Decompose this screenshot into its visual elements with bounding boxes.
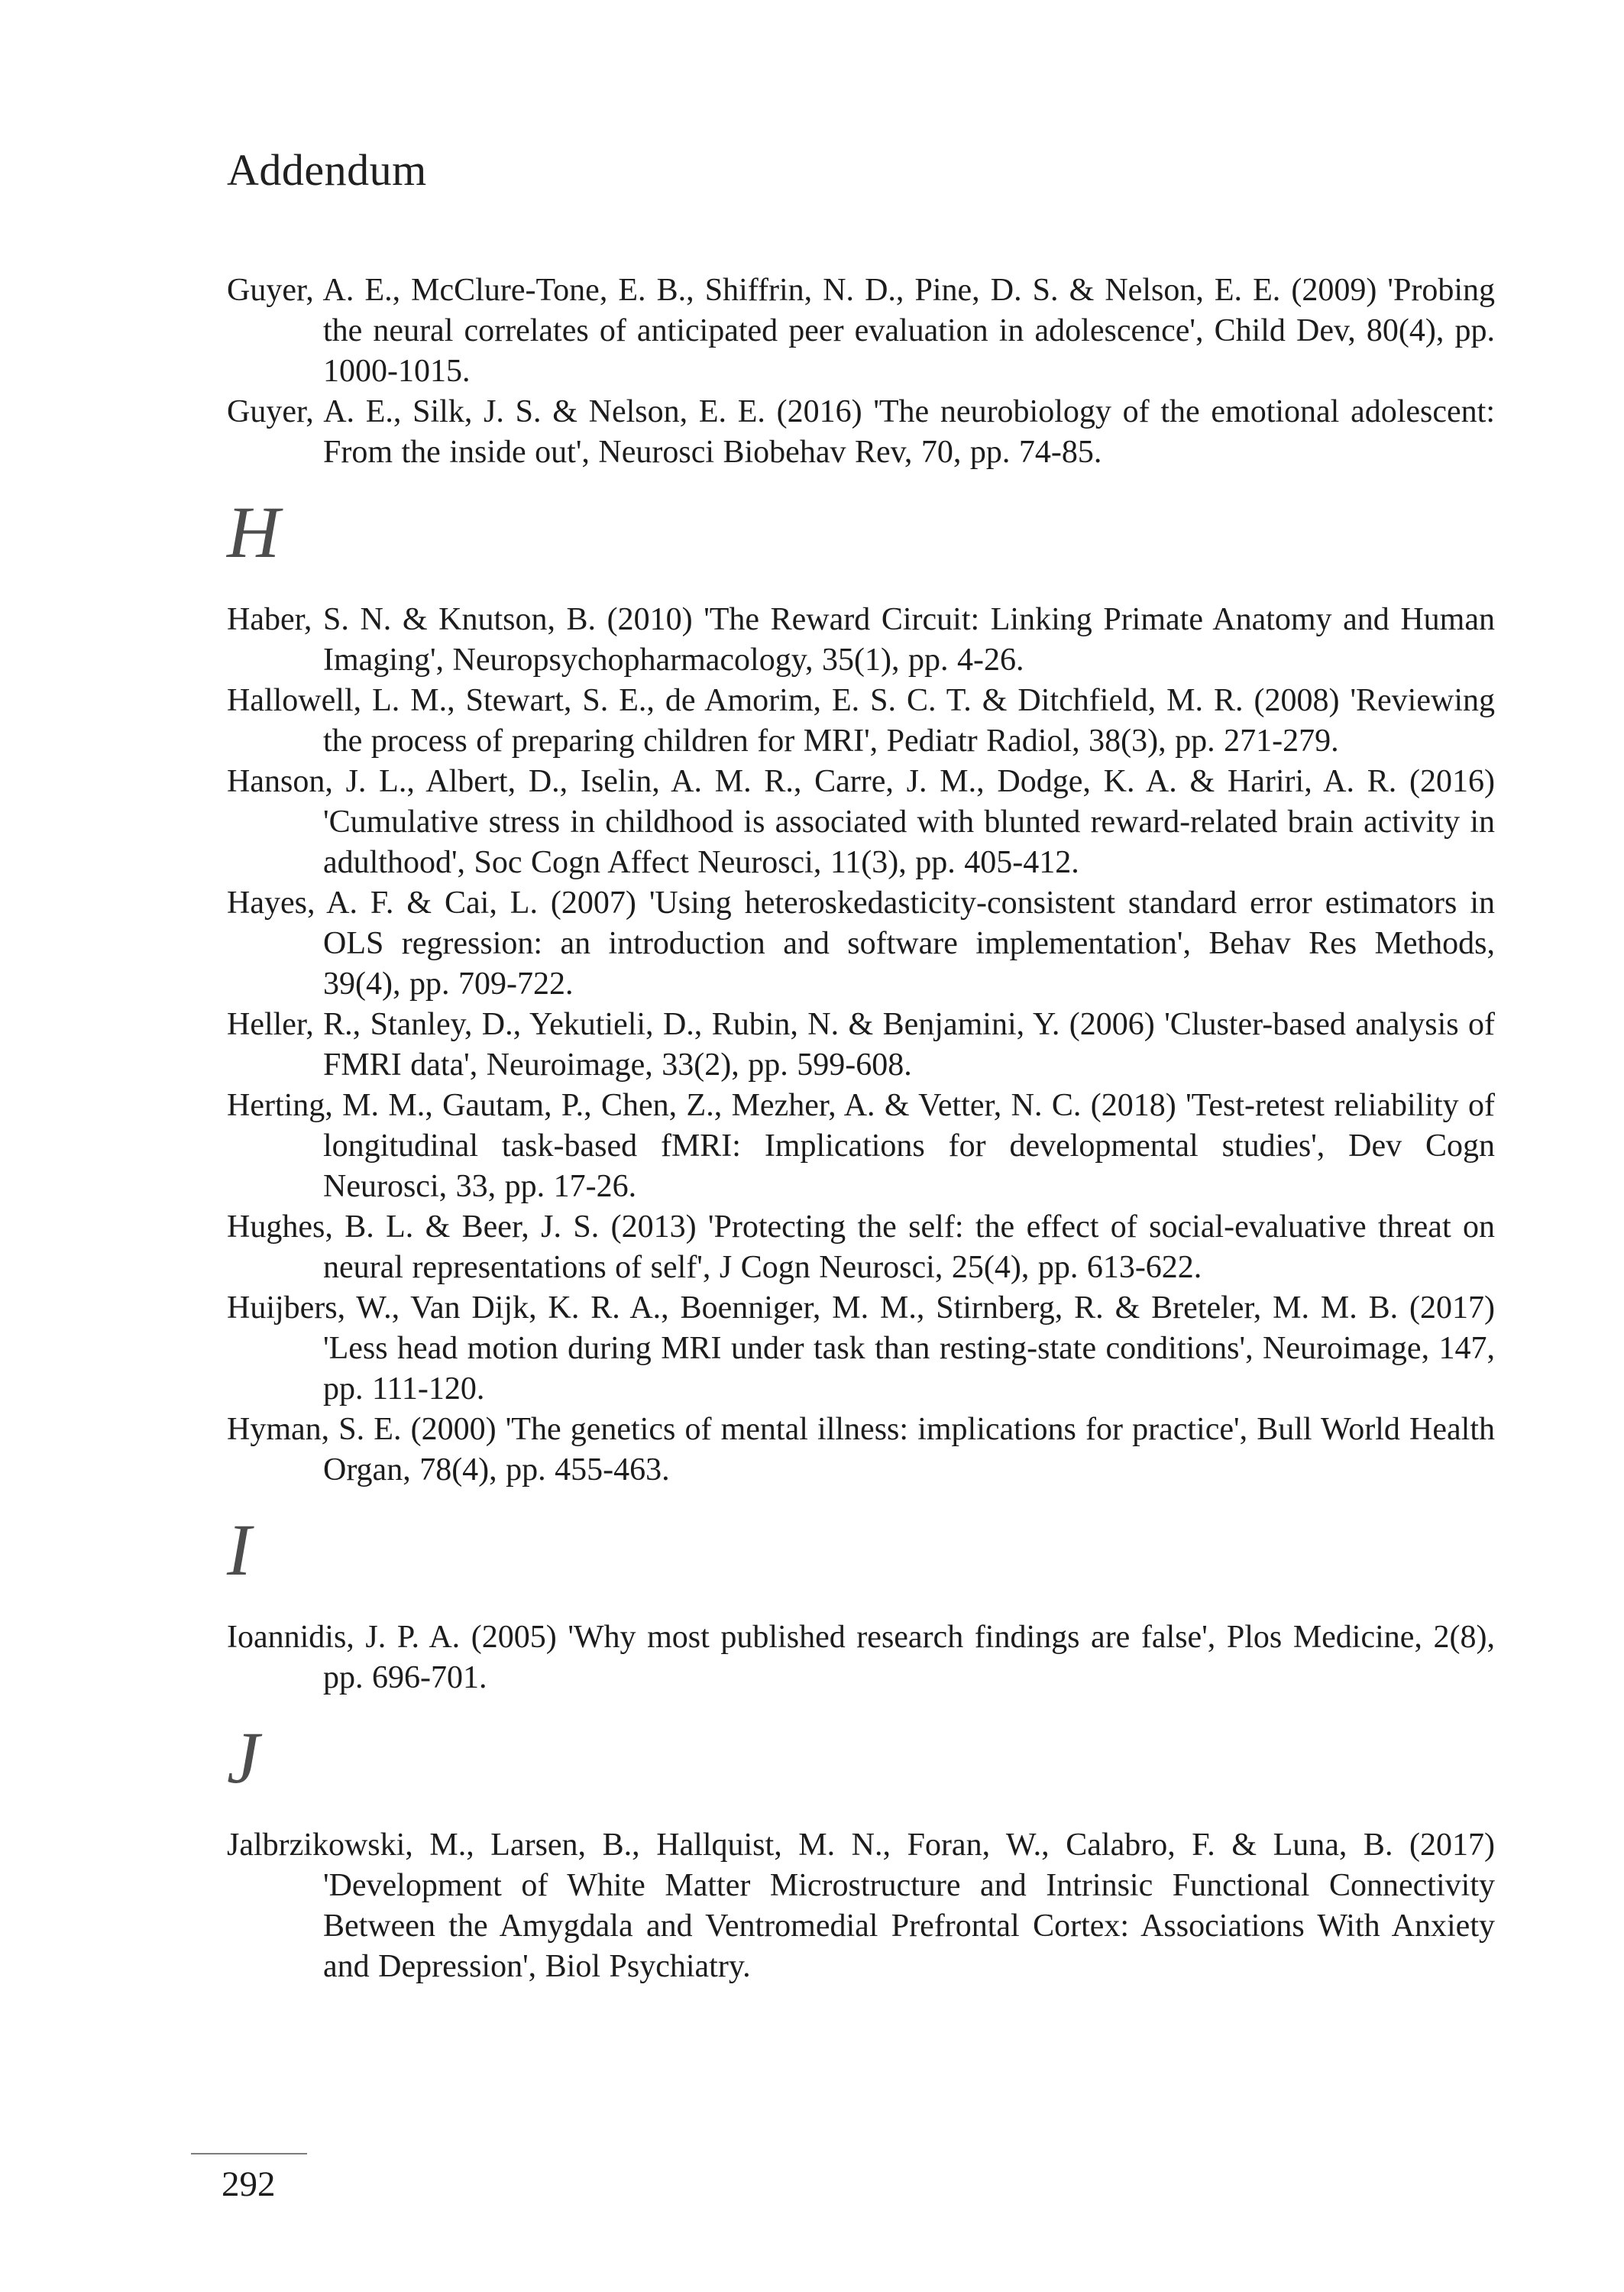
reference-entry: Jalbrzikowski, M., Larsen, B., Hallquist, M. N., Foran, W., Calabro, F. & Luna, B. (2017) 'Development of White Matter Microstructure and Intrinsic Functional Connectivity Between the Amygdala and Ventromedial Prefrontal Cortex: Associations With Anxiety and Depression', Biol Psychiatry. <box>227 1827 1495 1984</box>
reference-entry: Haber, S. N. & Knutson, B. (2010) 'The Reward Circuit: Linking Primate Anatomy and Human Imaging', Neuropsychopharmacology, 35(1), pp. 4-26. <box>227 602 1495 678</box>
reference-entry: Huijbers, W., Van Dijk, K. R. A., Boenniger, M. M., Stirnberg, R. & Breteler, M. M. B. (2017) 'Less head motion during MRI under task than resting-state conditions', Neuroimage, 147, pp. 111-120. <box>227 1290 1495 1407</box>
reference-entry: Hayes, A. F. & Cai, L. (2007) 'Using heteroskedasticity-consistent standard error estimators in OLS regression: an introduction and software implementation', Behav Res Methods, 39(4), pp. 709-722. <box>227 885 1495 1002</box>
section-letter-j: J <box>227 1717 260 1798</box>
page-title: Addendum <box>227 145 427 195</box>
page-number: 292 <box>222 2164 276 2204</box>
section-letter-i: I <box>227 1509 251 1591</box>
reference-entry: Hughes, B. L. & Beer, J. S. (2013) 'Protecting the self: the effect of social-evaluative threat on neural representations of self', J Cogn Neurosci, 25(4), pp. 613-622. <box>227 1209 1495 1285</box>
reference-entry: Guyer, A. E., McClure-Tone, E. B., Shiffrin, N. D., Pine, D. S. & Nelson, E. E. (2009) 'Probing the neural correlates of anticipated peer evaluation in adolescence', Child Dev, 80(4), pp. 1000-1015. <box>227 273 1495 389</box>
reference-entry: Herting, M. M., Gautam, P., Chen, Z., Mezher, A. & Vetter, N. C. (2018) 'Test-retest reliability of longitudinal task-based fMRI: Implications for developmental studies', Dev Cogn Neurosci, 33, pp. 17-26. <box>227 1088 1495 1204</box>
reference-entry: Guyer, A. E., Silk, J. S. & Nelson, E. E. (2016) 'The neurobiology of the emotional adolescent: From the inside out', Neurosci Biobehav Rev, 70, pp. 74-85. <box>227 394 1495 470</box>
section-letter-h: H <box>227 491 280 573</box>
reference-entry: Heller, R., Stanley, D., Yekutieli, D., Rubin, N. & Benjamini, Y. (2006) 'Cluster-based analysis of FMRI data', Neuroimage, 33(2), pp. 599-608. <box>227 1007 1495 1083</box>
reference-entry: Hanson, J. L., Albert, D., Iselin, A. M. R., Carre, J. M., Dodge, K. A. & Hariri, A. R. (2016) 'Cumulative stress in childhood is associated with blunted reward-related brain activity in adulthood', Soc Cogn Affect Neurosci, 11(3), pp. 405-412. <box>227 764 1495 880</box>
bibliography <box>227 270 1495 1987</box>
reference-entry: Hyman, S. E. (2000) 'The genetics of mental illness: implications for practice', Bull World Health Organ, 78(4), pp. 455-463. <box>227 1412 1495 1488</box>
reference-entry: Hallowell, L. M., Stewart, S. E., de Amorim, E. S. C. T. & Ditchfield, M. R. (2008) 'Reviewing the process of preparing children for MRI', Pediatr Radiol, 38(3), pp. 271-279. <box>227 683 1495 759</box>
footer-divider <box>191 2153 307 2154</box>
reference-entry: Ioannidis, J. P. A. (2005) 'Why most published research findings are false', Plos Medicine, 2(8), pp. 696-701. <box>227 1620 1495 1695</box>
